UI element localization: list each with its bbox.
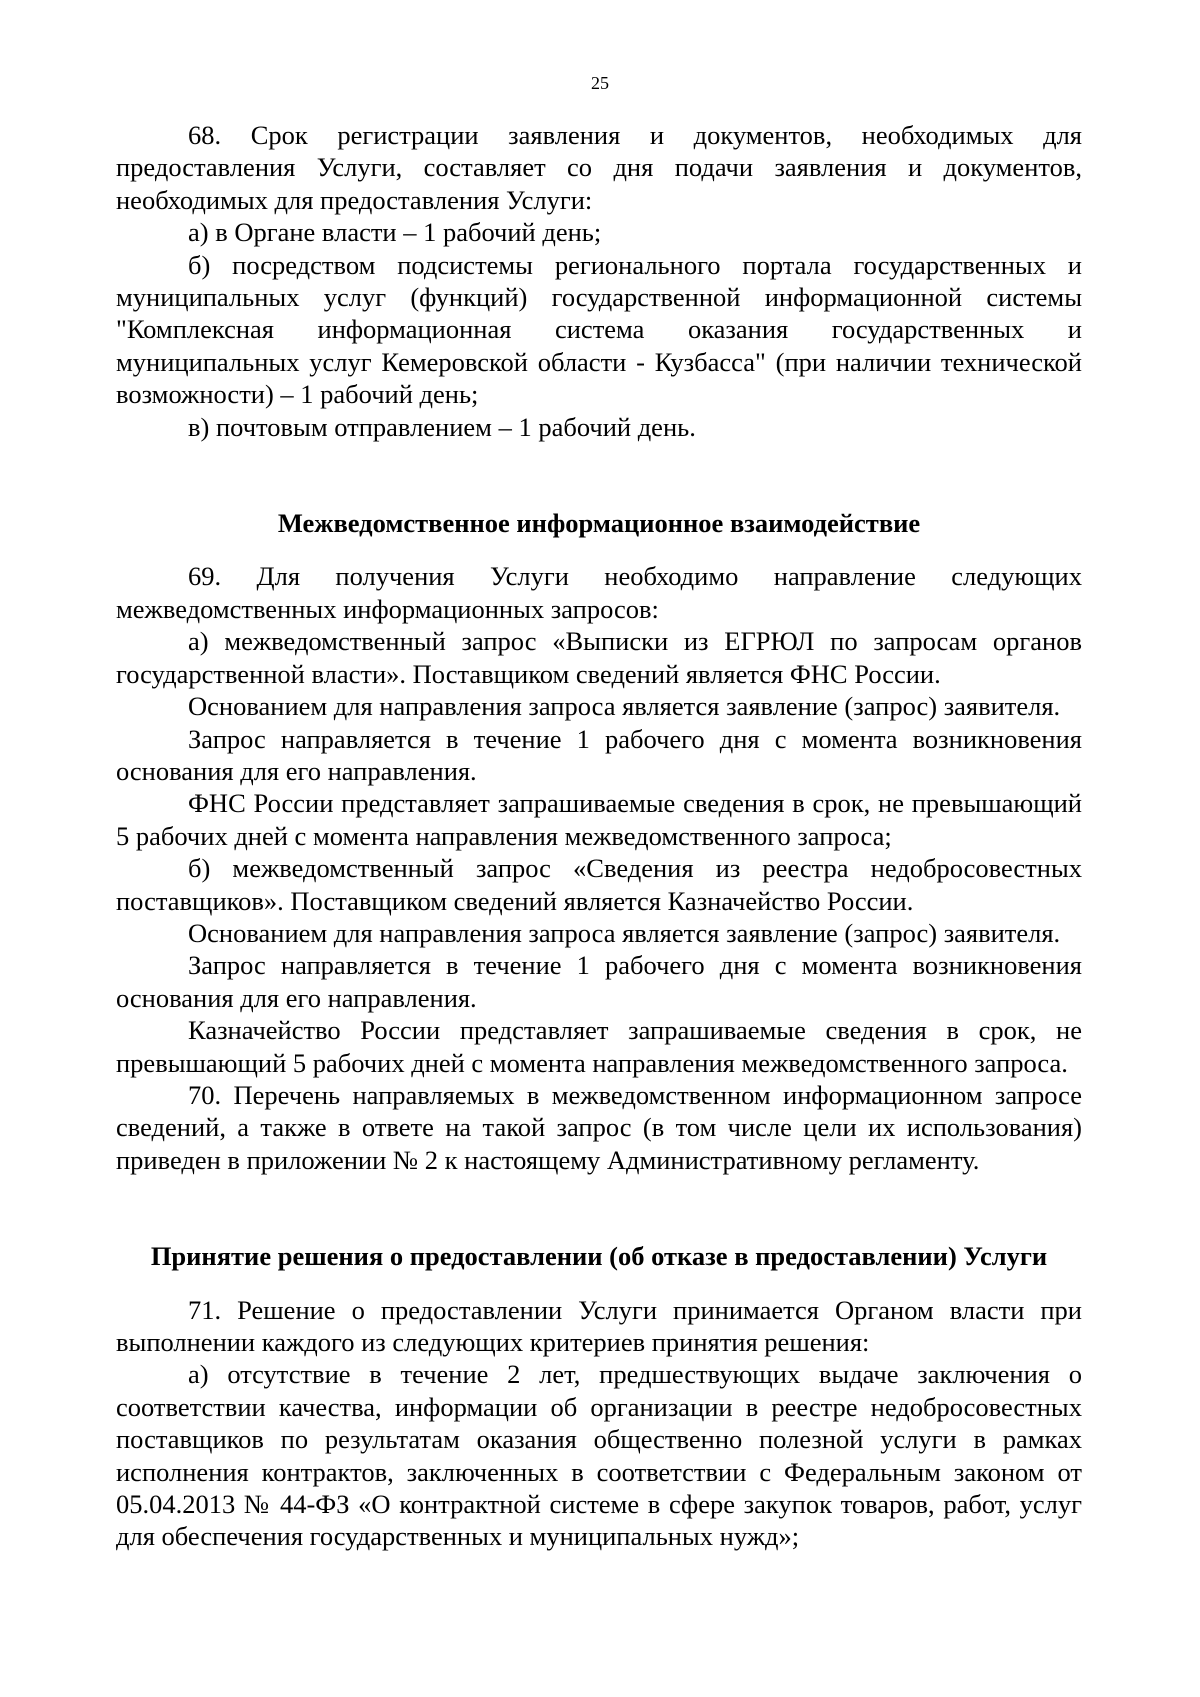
- page-number: 25: [591, 73, 609, 93]
- paragraph-68-v: в) почтовым отправлением – 1 рабочий день.: [188, 411, 696, 442]
- paragraph-71: 71. Решение о предоставлении Услуги принимается Органом власти при выполнении каждого из следующих критериев принятия решения:: [116, 1294, 1082, 1357]
- paragraph-71-a: а) отсутствие в течение 2 лет, предшествующих выдаче заключения о соответствии качества, информации об организации в реестре недобросовестных поставщиков по результатам оказания общественно полезной услуги в рамках исполнения контрактов, заключенных в соответствии с Федеральным законом от 05.04.2013 № 44-ФЗ «О контрактной системе в сфере закупок товаров, работ, услуг для обеспечения государственных и муниципальных нужд»;: [116, 1359, 1082, 1552]
- document-body: [116, 119, 1082, 1553]
- paragraph-70: 70. Перечень направляемых в межведомственном информационном запросе сведений, а также в ответе на такой запрос (в том числе цели их использования) приведен в приложении № 2 к настоящему Административному регламенту.: [116, 1079, 1082, 1175]
- paragraph-69-a: а) межведомственный запрос «Выписки из ЕГРЮЛ по запросам органов государственной власти». Поставщиком сведений является ФНС России.: [116, 626, 1082, 689]
- paragraph-69-b-response: Казначейство России представляет запрашиваемые сведения в срок, не превышающий 5 рабочих дней с момента направления межведомственного запроса.: [116, 1015, 1082, 1078]
- paragraph-68: 68. Срок регистрации заявления и документов, необходимых для предоставления Услуги, составляет со дня подачи заявления и документов, необходимых для предоставления Услуги:: [116, 120, 1082, 215]
- paragraph-68-b: б) посредством подсистемы регионального портала государственных и муниципальных услуг (функций) государственной информационной системы "Комплексная информационная система оказания государственных и муниципальных услуг Кемеровской области - Кузбасса" (при наличии технической возможности) – 1 рабочий день;: [116, 249, 1082, 410]
- paragraph-69-b: б) межведомственный запрос «Сведения из реестра недобросовестных поставщиков». Поставщиком сведений является Казначейство России.: [116, 853, 1082, 916]
- paragraph-69: 69. Для получения Услуги необходимо направление следующих межведомственных информационных запросов:: [116, 561, 1082, 624]
- paragraph-69-a-response: ФНС России представляет запрашиваемые сведения в срок, не превышающий 5 рабочих дней с момента направления межведомственного запроса;: [116, 788, 1082, 851]
- paragraph-68-a: а) в Органе власти – 1 рабочий день;: [188, 217, 602, 248]
- paragraph-69-a-basis: Основанием для направления запроса является заявление (запрос) заявителя.: [188, 691, 1061, 722]
- section-heading-interagency: Межведомственное информационное взаимодействие: [277, 508, 921, 539]
- paragraph-69-a-timing: Запрос направляется в течение 1 рабочего дня с момента возникновения основания для его направления.: [116, 723, 1082, 786]
- paragraph-69-b-basis: Основанием для направления запроса является заявление (запрос) заявителя.: [188, 917, 1061, 948]
- paragraph-69-b-timing: Запрос направляется в течение 1 рабочего дня с момента возникновения основания для его направления.: [116, 950, 1082, 1013]
- section-heading-decision: Принятие решения о предоставлении (об отказе в предоставлении) Услуги: [150, 1241, 1048, 1272]
